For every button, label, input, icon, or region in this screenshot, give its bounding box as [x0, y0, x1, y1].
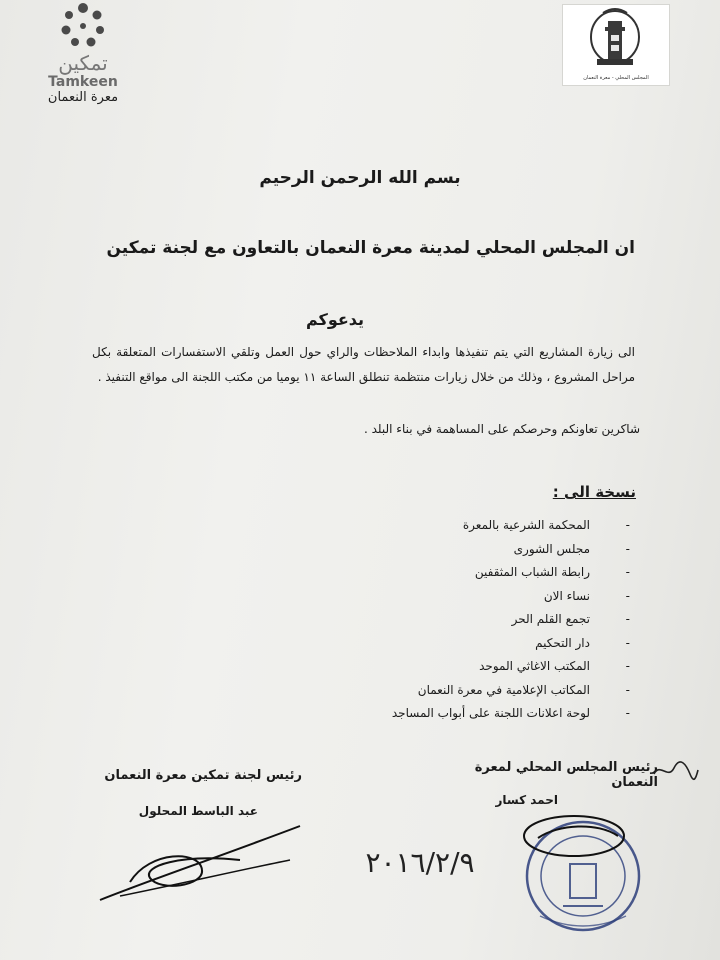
- tamkeen-emblem-icon: [57, 0, 109, 52]
- basmala: بسم الله الرحمن الرحيم: [259, 168, 461, 188]
- copies-list: [330, 514, 630, 726]
- tamkeen-city-name: معرة النعمان: [47, 90, 119, 105]
- committee-head-signature-icon: [90, 820, 310, 910]
- list-item: - مجلس الشورى: [513, 541, 630, 556]
- minaret-emblem-icon: [563, 7, 667, 77]
- letter-date: ٢٠١٦/٢/٩: [365, 846, 475, 879]
- invitation-paragraph: الى زيارة المشاريع التي يتم تنفيذها وابداء الملاحظات والراي حول العمل وتلقي الاستفسارات المتعلقة بكل مراحل المشروع ، وذلك من خلال زيارات منتظمة تنطلق الساعة ١١ يوميا من مكتب اللجنة الى مواقع التنفيذ .: [92, 345, 635, 384]
- list-item: - رابطة الشباب المثقفين: [474, 565, 630, 579]
- invite-line: يدعوكم: [305, 310, 365, 329]
- list-item: - المكتب الاغاثي الموحد: [479, 659, 630, 673]
- council-logo-caption: المجلس المحلي - معرة النعمان: [583, 75, 649, 81]
- official-stamp-icon: [518, 806, 648, 936]
- tamkeen-arabic-name: تمكين: [58, 51, 108, 75]
- letter-headline: ان المجلس المحلي لمدينة معرة النعمان بالتعاون مع لجنة تمكين: [106, 238, 635, 258]
- list-item: - المحكمة الشرعية بالمعرة: [462, 518, 630, 532]
- list-item: - تجمع القلم الحر: [511, 612, 630, 626]
- list-item: - نساء الان: [543, 588, 630, 603]
- council-logo: [562, 4, 670, 86]
- copies-title: نسخة الى :: [552, 483, 636, 501]
- council-head-name: احمد كسار: [495, 793, 558, 807]
- list-item: - لوحة اعلانات اللجنة على أبواب المساجد: [391, 706, 630, 720]
- committee-head-name: عبد الباسط المحلول: [138, 804, 258, 818]
- list-item: - المكاتب الإعلامية في معرة النعمان: [417, 682, 630, 697]
- council-head-signature-icon: [650, 756, 700, 786]
- list-item: - دار التحكيم: [535, 635, 630, 650]
- thanks-line: شاكرين تعاونكم وحرصكم على المساهمة في بناء البلد .: [363, 422, 640, 436]
- committee-head-title: رئيس لجنة تمكين معرة النعمان: [104, 768, 302, 783]
- tamkeen-english-name: Tamkeen: [48, 74, 118, 90]
- council-head-title: رئيس المجلس المحلي لمعرة النعمان: [474, 760, 658, 790]
- tamkeen-logo: [28, 0, 138, 108]
